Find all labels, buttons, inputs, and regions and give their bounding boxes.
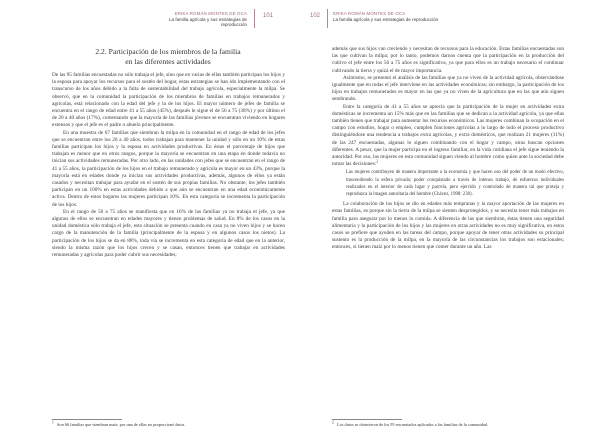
paragraph: De las 95 familias encuestadas no sólo trabaja el jefe, sino que en varias de ellas también participan los hijos y la esposa para apoyar los recursos para el sostén del hogar, estas estrategias se han ido implementando con el transcurso de los años debido a la falta de sustentabilidad del trabajo agrícola, especialmente la milpa. Se observó, que en la comunidad la participación de los miembros de familias en trabajos remunerados y agrícolas, está relacionado con la edad del jefe y la de los hijos. El mayor número de jefes de familia se encuentra en el rango de edad entre 41 a 55 años (45%), después le sigue el de 56 a 75 (38%) y por último el de 20 a 40 años (17%), comentando que la mayoría de las familias jóvenes se encuentran viviendo en hogares extensos y que el jefe es el padre o abuelo principalmente.: [52, 72, 285, 129]
page-number: 102: [310, 13, 321, 19]
header-title: La familia agrícola y sus estrategias de reproducción: [169, 17, 247, 27]
header-title: La familia agrícola y sus estrategias de reproducción: [333, 17, 439, 22]
body-text: [52, 72, 285, 259]
footnote-text: Los datos se obtuvieron de los 95 encuestados aplicados a las familias de la comunidad.: [337, 422, 488, 427]
footnote: $^1$ Son 66 familias que siembran maíz, por una de ellas no proporcionó datos.: [52, 420, 186, 427]
section-title: [52, 47, 284, 66]
paragraph-text: En una muestra de 67 familias que siembran la milpa en la comunidad en el rango de edad de los jefes que se encuentran entre los 20 a 40 años, todos trabajan para mantener la unidad y sólo en un 10% de estas familias participan los hijos y la esposa en actividades productivas. En éstas el porcentaje de hijos que trabajan es menor que en otros rangos, porque la mayoría se encuentran en una etapa en donde todavía no inician sus actividades remuneradas. Por otro lado, en las unidades con jefes que se encuentran en el rango de 41 a 55 años, la participación de los hijos en el trabajo remunerado y agrícola es mayor en un 43%, porque la mayoría está en edades donde ya inician sus actividades productivas, además, algunos de ellos ya están casados y necesitan trabajar para ayudar en el sostén de sus propias familias. No obstante, los jefes también participan en un 100% en estas actividades debido a que aún se encuentran en una edad económicamente activa. Dentro de estos hogares las mujeres participan 10%. En esta categoría se incrementa la participación de los hijos.: [52, 129, 285, 208]
right-page-header: [333, 11, 483, 22]
page-number: 101: [263, 13, 274, 19]
paragraph: La colaboración de los hijos se dio en edades más tempranas y la mayor aportación de las mujeres en estas familias, es porque sin la tierra de la milpa se sienten desprotegidos, y se necesita tener más trabajos en familia para asegurar por lo menos lo comida. A diferencia de las que siembran, éstas tienen una seguridad alimentaria y la participación de los hijos y las mujeres en otras actividades no es muy significativa, en estos casos se prefiere que ayuden en las tareas del campo, porque apoyar de tener otras actividades su principal sustento es la producción de la milpa, en la mayoría de las circunstancias los trabajos son estacionales; entonces, si tienen maíz por lo menos tienen que comer durante un año. Las: [332, 201, 564, 251]
paragraph: [52, 130, 285, 209]
paragraph: además que sus hijos van creciendo y necesitan de recursos para la educación. Estas familias encuestadas son las que cultivan la milpa; por lo tanto, podemos darnos cuenta que la participación en la producción del cultivo el jefe entre los 56 a 75 años es significativa, ya que para ellos es un trabajo necesario el continuar cultivando la tierra y quizá el de mayor importancia.: [332, 46, 564, 74]
footnote-marker: 2: [376, 159, 378, 164]
section-title-line: en las diferentes actividades: [125, 56, 211, 66]
section-title-line: 2.2. Participación de los miembros de la familia: [95, 47, 241, 56]
footnote-text: Son 66 familias que siembran maíz, por una de ellas no proporcionó datos.: [57, 422, 186, 427]
paragraph: [332, 104, 564, 169]
block-quote: Las mujeres contribuyen de manera importante a la economía y que hacen uso del poder de un modo efectivo, trascendiendo la esfera privada; poder conquistado a través de intenso trabajo, de esfuerzos individuales realizados en el interior de cada lugar y parcela, pero ejercido y controlado de manera tal que proteja y reproduzca la imagen autoritaria del hombre (Chávez, 1998: 230).: [346, 170, 564, 198]
header-author: ERIKA ROMÁN MONTES DE OCA: [174, 11, 247, 16]
paragraph: Asimismo, se presentó el análisis de las familias que ya no viven de la actividad agrícola, observándose igualmente que en todas el jefe interviene en las actividades económicas; sin embargo, la participación de los hijos en trabajos remunerados es mayor en las que ya no viven de la agricultura que en las que aún siguen sembrando.: [332, 74, 564, 103]
footnote-rule: [332, 419, 402, 420]
paragraph-text: Entre la categoría de 41 a 55 años se aprecia que la participación de la mujer en actividades extra domésticas se incrementa un 15% más que en las familias que se dedican a la actividad agrícola, ya que ellas también tienen que trabajar para aumentar los recursos económicos. Las mujeres combinan la ocupación en el campo con estudios, hogar o empleo, cumplen funciones agrícolas a lo largo de todo el proceso productivo distinguiéndose una tendencia a trabajos extra agrícolas, y extra domésticos, que realizan 21 mujeres (11%) de las 247 encuestadas, algunas lo siguen combinando con el hogar y campo, otras buscan opciones diferentes. A pesar, que la mujer participa en el ingreso familiar, en la vida cotidiana el jefe sigue teniendo la autoridad. Por eso, las mujeres en esta comunidad siguen viendo al hombre como quien ante la sociedad debe tomar las decisiones:: [332, 103, 564, 168]
footnote-rule: [52, 419, 122, 420]
header-divider: [327, 9, 328, 28]
footnote: $^2$ Los datos se obtuvieron de los 95 encuestados aplicados a las familias de la comunidad.: [332, 420, 488, 427]
body-text: [332, 46, 564, 252]
header-author: ERIKA ROMÁN MONTES DE OCA: [333, 11, 406, 16]
left-page-header: [142, 11, 247, 27]
paragraph: En el rango de 56 a 75 años se manifiesta que en 16% de las familias ya no trabaja el jefe, ya que algunos de ellos se encuentran en edades mayores y tienen problemas de salud. En 8% de los casos en la unidad doméstica sólo trabaja el jefe, esta situación se presenta cuando en casa ya no viven hijos y se hacen cargo de la manutención de la familia (principalmente de la esposa y en algunos casos los nietos). La participación de los hijos se da en 88%, toda vía se incrementa en esta categoría de edad que en la anterior, siendo la misma razón que los hijos crecen y se casan, entonces tienen que trabajar en actividades remuneradas y agrícolas para poder cubrir sus necesidades;: [52, 208, 285, 259]
right-page: [300, 0, 600, 440]
header-divider: [254, 9, 255, 28]
